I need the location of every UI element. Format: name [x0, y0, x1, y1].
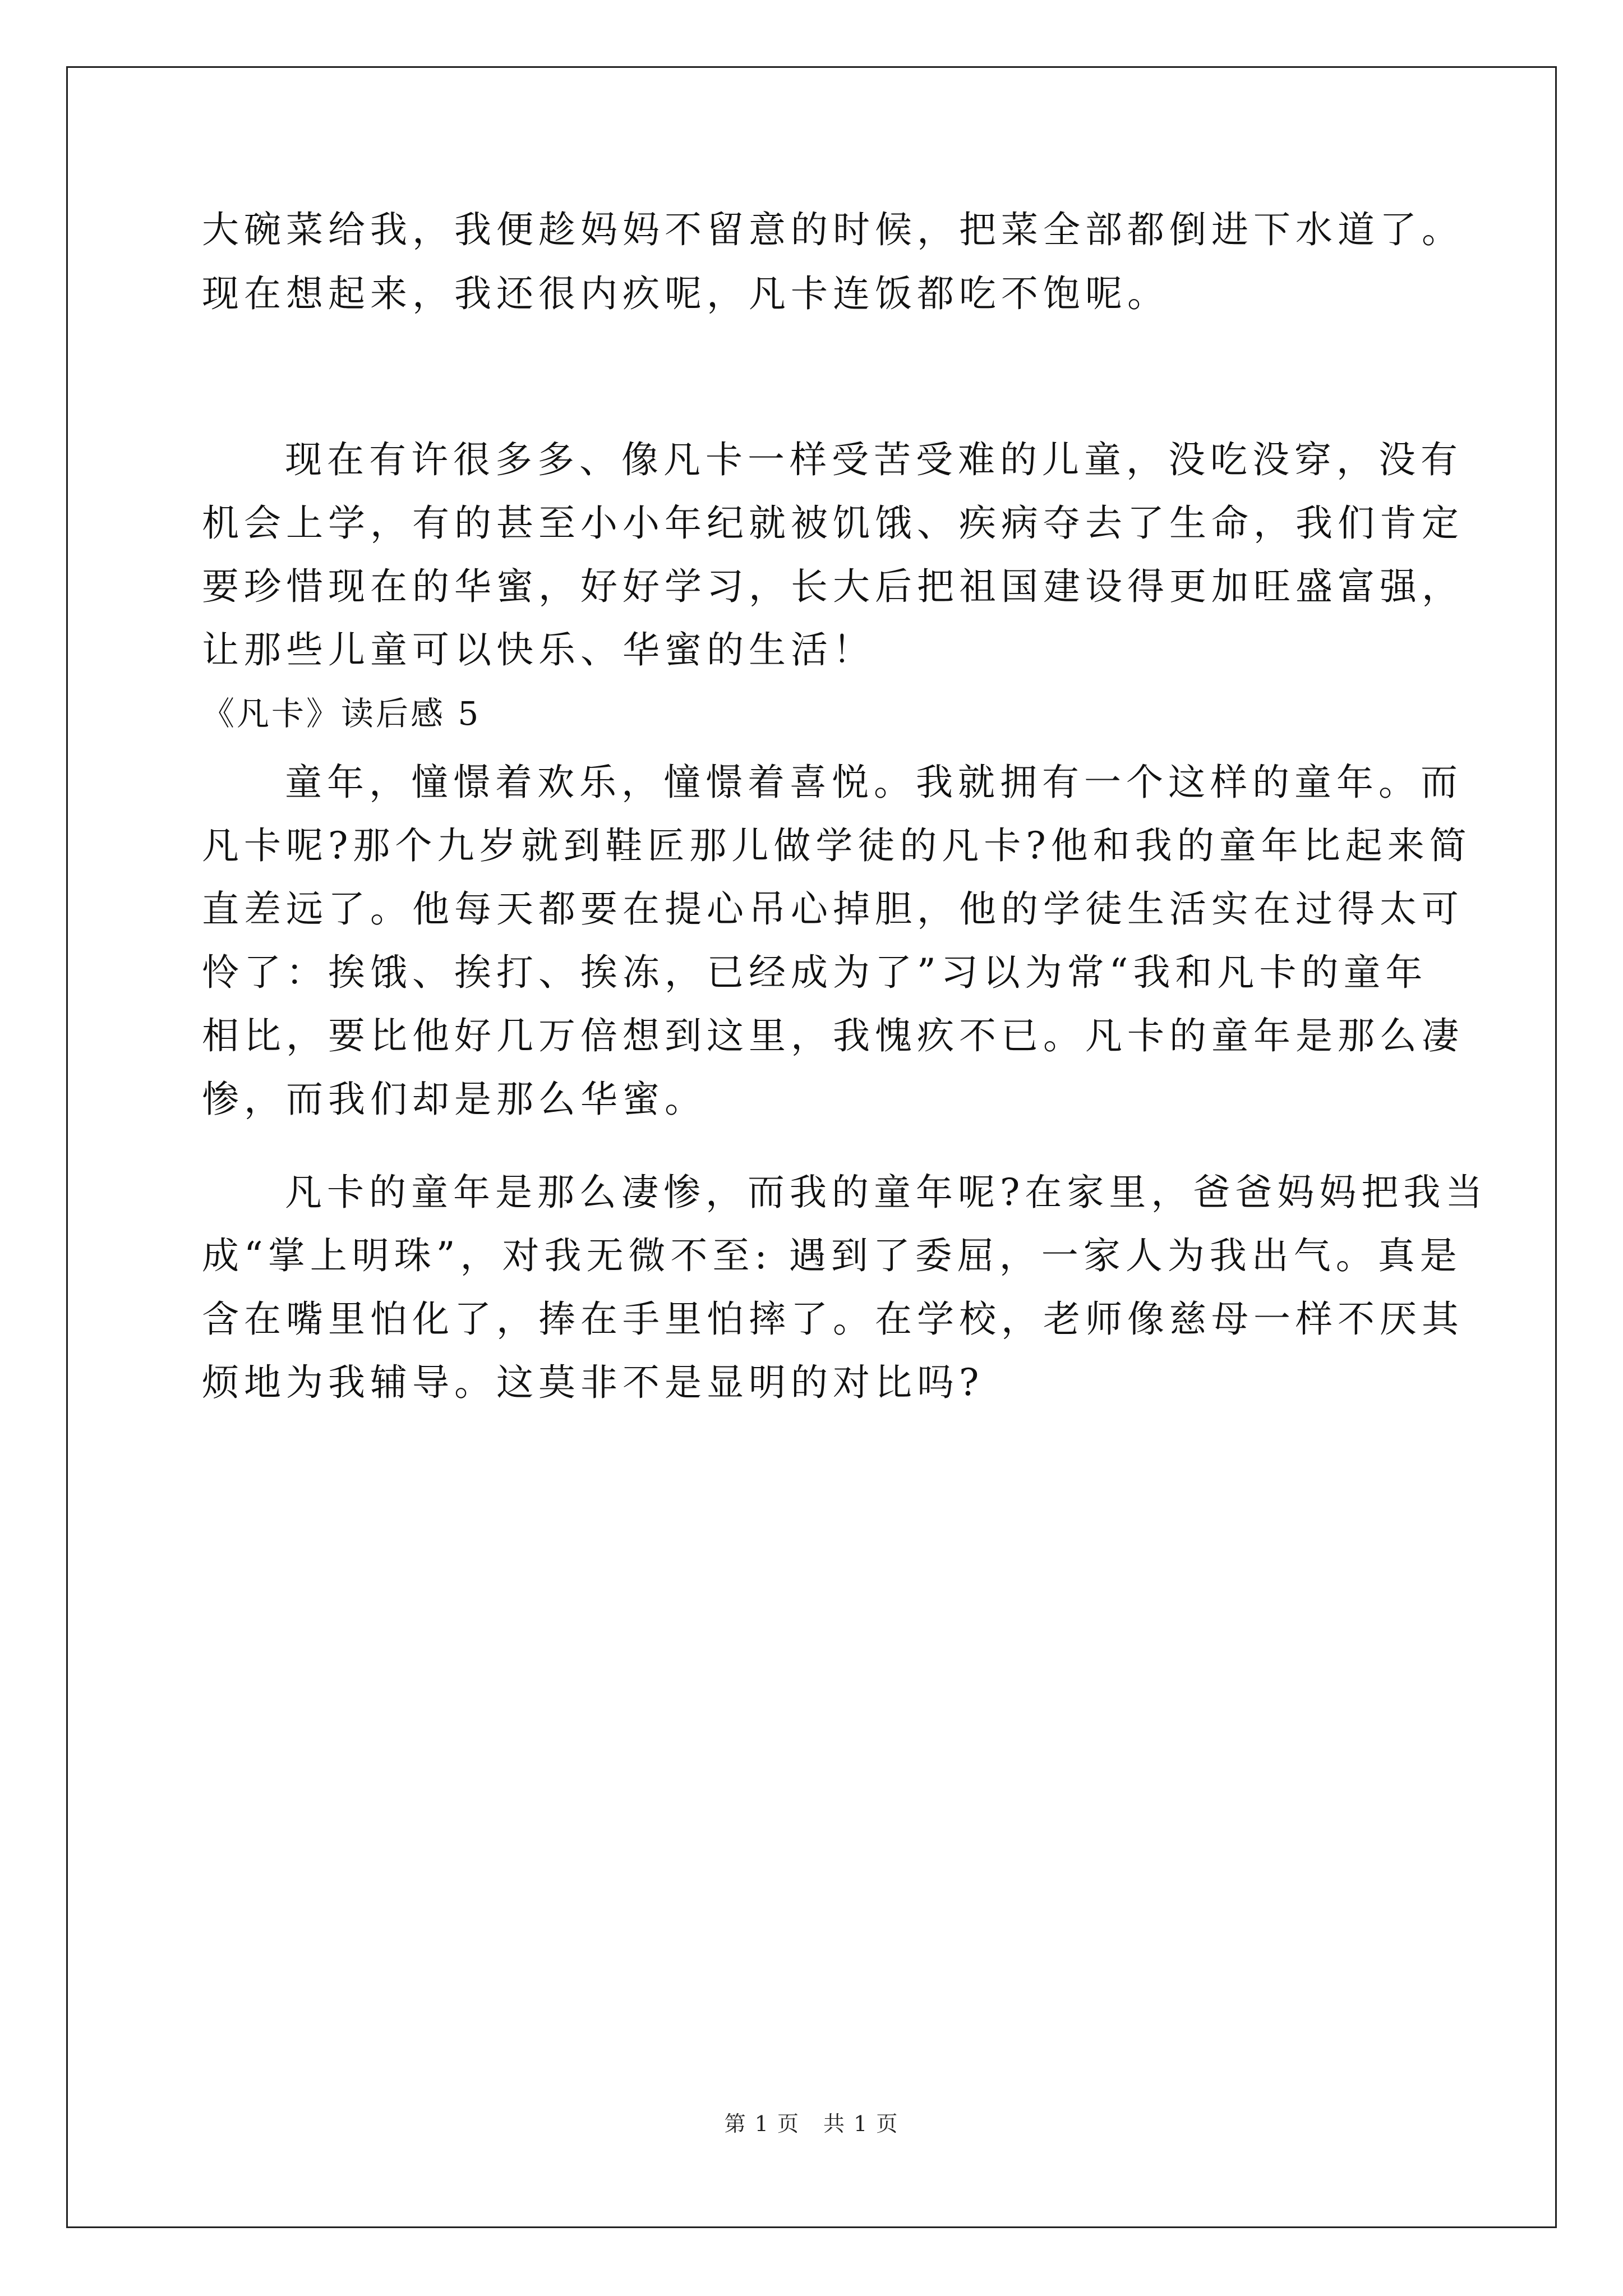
text-line: 要珍惜现在的华蜜，好好学习，长大后把祖国建设得更加旺盛富强， [202, 565, 1464, 608]
paragraph-first-line: 现在有许很多多、像凡卡一样受苦受难的儿童，没吃没穿，没有 [285, 438, 1463, 481]
page-number: 第 1 页 [724, 2111, 800, 2136]
page-footer [0, 2106, 1623, 2137]
text-line: 惨，而我们却是那么华蜜。 [202, 1078, 707, 1121]
text-line: 让那些儿童可以快乐、华蜜的生活！ [202, 628, 875, 671]
paragraph-first-line: 凡卡的童年是那么凄惨，而我的童年呢?在家里，爸爸妈妈把我当 [285, 1171, 1488, 1214]
text-line: 机会上学，有的甚至小小年纪就被饥饿、疾病夺去了生命，我们肯定 [202, 501, 1464, 545]
section-heading: 《凡卡》读后感 5 [202, 694, 481, 733]
text-line: 直差远了。他每天都要在提心吊心掉胆，他的学徒生活实在过得太可 [202, 887, 1464, 931]
text-line: 怜了：挨饿、挨打、挨冻，已经成为了”习以为常“我和凡卡的童年 [202, 951, 1428, 994]
text-line: 相比，要比他好几万倍想到这里，我愧疚不已。凡卡的童年是那么凄 [202, 1014, 1464, 1057]
text-line: 含在嘴里怕化了，捧在手里怕摔了。在学校，老师像慈母一样不厌其 [202, 1297, 1464, 1341]
page-border [66, 66, 1557, 2228]
text-line: 凡卡呢?那个九岁就到鞋匠那儿做学徒的凡卡?他和我的童年比起来简 [202, 824, 1472, 867]
text-line: 现在想起来，我还很内疚呢，凡卡连饭都吃不饱呢。 [202, 272, 1169, 315]
text-line: 烦地为我辅导。这莫非不是显明的对比吗? [202, 1361, 984, 1404]
text-line: 成“掌上明珠”，对我无微不至: 遇到了委屈，一家人为我出气。真是 [202, 1234, 1462, 1277]
page-total: 共 1 页 [823, 2111, 899, 2136]
paragraph-first-line: 童年，憧憬着欢乐，憧憬着喜悦。我就拥有一个这样的童年。而 [285, 761, 1463, 804]
text-line: 大碗菜给我，我便趁妈妈不留意的时候，把菜全部都倒进下水道了。 [202, 208, 1464, 251]
